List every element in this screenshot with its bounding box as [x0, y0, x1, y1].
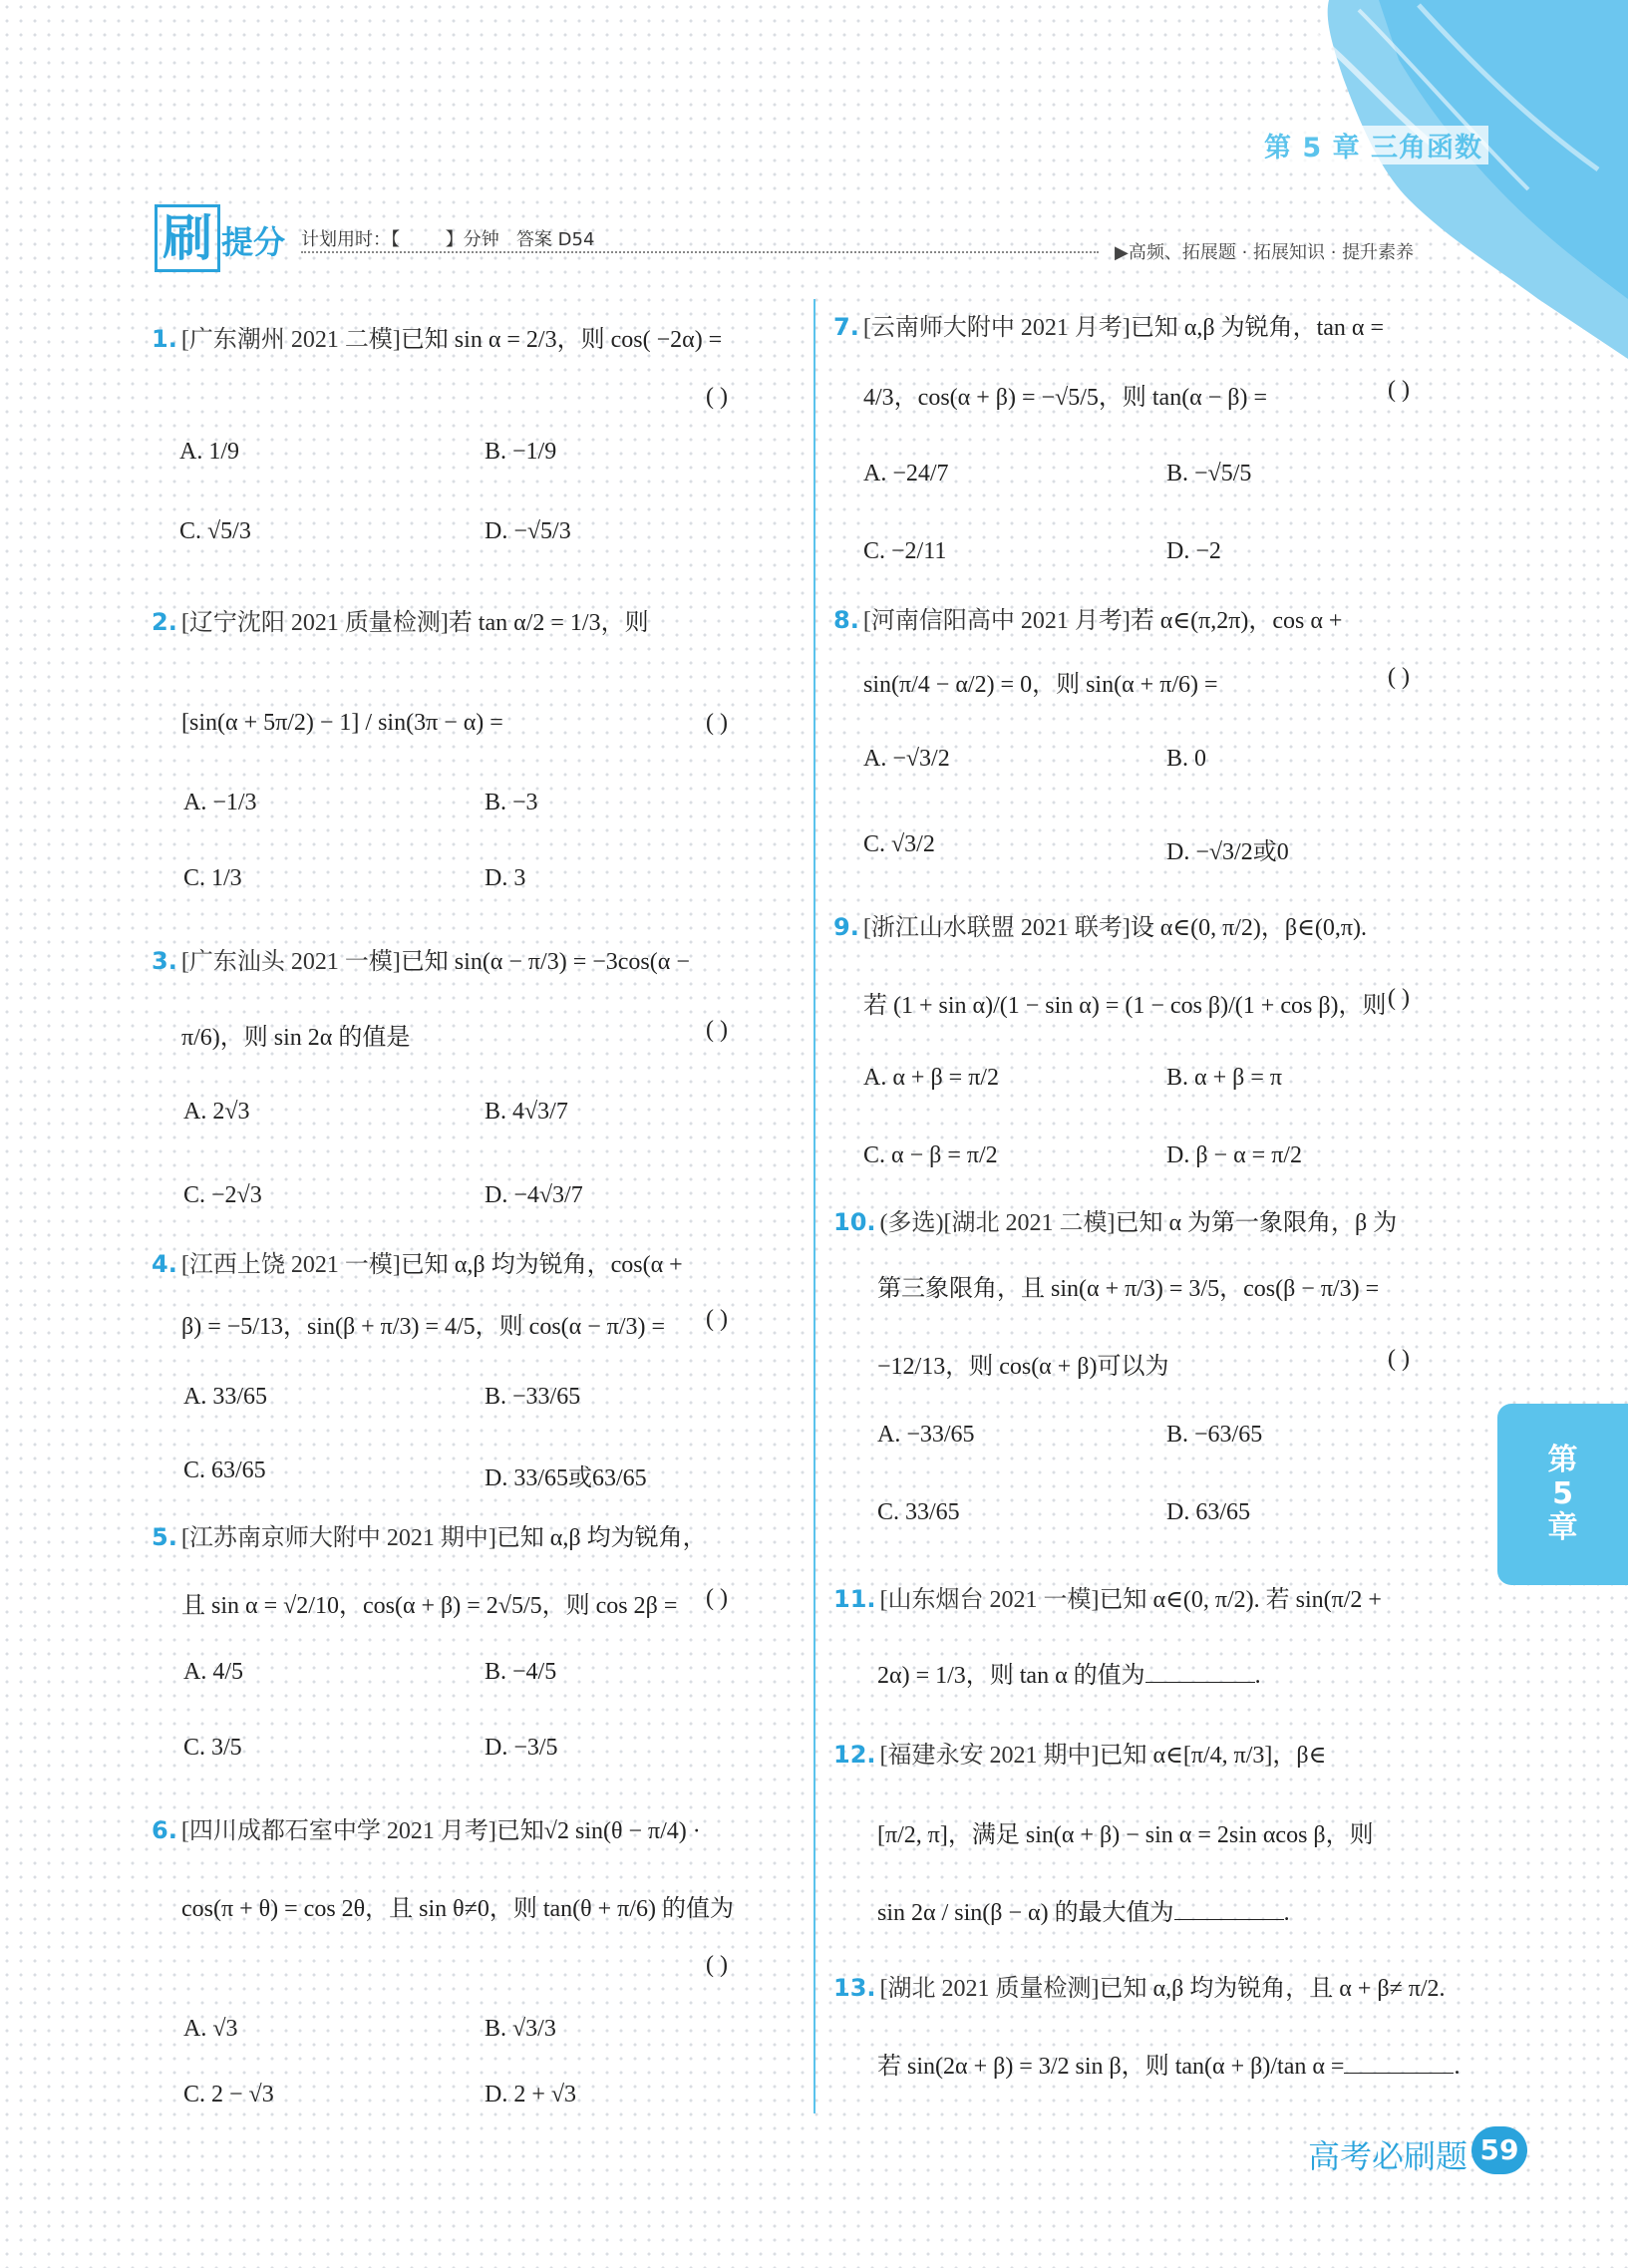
question-number: 2. [152, 608, 177, 636]
question-number: 5. [152, 1523, 177, 1551]
q2-option-c[interactable]: C. 1/3 [183, 865, 242, 891]
plan-time-label: 计划用时：【 】分钟 答案 D54 [301, 229, 595, 250]
q2-option-b[interactable]: B. −3 [485, 790, 538, 815]
question-10-stem [833, 1202, 1397, 1237]
question-11-continuation [877, 1655, 1261, 1690]
answer-paren: ( ) [706, 1952, 728, 1978]
question-text: 已知 α,β 均为锐角，cos(α + [400, 1252, 683, 1278]
question-13-stem [833, 1968, 1446, 2003]
question-source: [江苏南京师大附中 2021 期中] [180, 1525, 496, 1551]
question-7-continuation: 4/3，cos(α + β) = −√5/5，则 tan(α − β) = [863, 385, 1268, 411]
q6-option-a[interactable]: A. √3 [183, 2016, 238, 2042]
question-source: [湖北 2021 质量检测] [879, 1976, 1100, 2002]
answer-blank[interactable] [1344, 2051, 1454, 2074]
question-2-stem [152, 602, 649, 637]
side-tab-line: 5 [1552, 1476, 1573, 1511]
question-text: 已知 sin(α − π/3) = −3cos(α − [400, 949, 690, 975]
question-text: 已知 α 为第一象限角，β 为 [1115, 1210, 1398, 1236]
q10-option-b[interactable]: B. −63/65 [1166, 1422, 1263, 1448]
q1-option-c[interactable]: C. √5/3 [179, 518, 251, 544]
answer-paren: ( ) [1388, 664, 1410, 690]
question-number: 6. [152, 1816, 177, 1844]
header-brush-decoration [1269, 0, 1628, 359]
question-text: 已知√2 sin(θ − π/4) · [495, 1818, 701, 1844]
q7-option-c[interactable]: C. −2/11 [863, 538, 947, 564]
answer-paren: ( ) [1388, 985, 1410, 1011]
q3-option-b[interactable]: B. 4√3/7 [485, 1099, 568, 1125]
q6-option-b[interactable]: B. √3/3 [485, 2016, 556, 2042]
question-number: 1. [152, 325, 177, 353]
question-text: 已知 sin α = 2/3，则 cos( −2α) = [400, 327, 723, 353]
question-10-continuation-1: 第三象限角，且 sin(α + π/3) = 3/5，cos(β − π/3) = [877, 1276, 1380, 1302]
question-number: 13. [833, 1974, 876, 2002]
question-number: 3. [152, 947, 177, 975]
question-source: [广东汕头 2021 一模] [180, 949, 401, 975]
question-number: 9. [833, 913, 859, 941]
q6-option-c[interactable]: C. 2 − √3 [183, 2082, 274, 2107]
column-divider [814, 299, 815, 2113]
question-number: 10. [833, 1208, 876, 1236]
q3-option-d[interactable]: D. −4√3/7 [485, 1182, 583, 1208]
question-text-tail: . [1283, 1900, 1290, 1926]
question-1-stem [152, 319, 722, 354]
question-12-continuation-1: [π/2, π]，满足 sin(α + β) − sin α = 2sin αcos β，则 [877, 1822, 1374, 1848]
q10-option-a[interactable]: A. −33/65 [877, 1422, 975, 1448]
question-8-stem [833, 600, 1342, 635]
q9-option-d[interactable]: D. β − α = π/2 [1166, 1142, 1302, 1168]
q4-option-a[interactable]: A. 33/65 [183, 1384, 267, 1410]
question-source: [福建永安 2021 期中] [879, 1743, 1100, 1769]
question-text: 已知 α,β 均为锐角，且 α + β≠ π/2. [1099, 1976, 1446, 2002]
question-text: 若 sin(2α + β) = 3/2 sin β，则 tan(α + β)/tan α = [877, 2054, 1345, 2080]
question-3-stem [152, 941, 690, 976]
question-9-continuation: 若 (1 + sin α)/(1 − sin α) = (1 − cos β)/(1 + cos β)，则 [863, 993, 1387, 1019]
question-text: sin 2α / sin(β − α) 的最大值为 [877, 1900, 1174, 1926]
question-3-continuation: π/6)，则 sin 2α 的值是 [181, 1025, 411, 1051]
question-12-continuation-2 [877, 1892, 1290, 1927]
q4-option-b[interactable]: B. −33/65 [485, 1384, 581, 1410]
question-text: 已知 α,β 为锐角，tan α = [1130, 315, 1385, 341]
q1-option-d[interactable]: D. −√5/3 [485, 518, 571, 544]
answer-paren: ( ) [706, 1585, 728, 1611]
answer-paren: ( ) [706, 384, 728, 410]
q10-option-d[interactable]: D. 63/65 [1166, 1499, 1250, 1525]
q8-option-c[interactable]: C. √3/2 [863, 831, 935, 857]
question-7-stem [833, 307, 1384, 342]
question-number: 4. [152, 1250, 177, 1278]
q7-option-a[interactable]: A. −24/7 [863, 461, 949, 486]
question-6-continuation: cos(π + θ) = cos 2θ，且 sin θ≠0，则 tan(θ + π/6) 的值为 [181, 1896, 734, 1922]
question-5-stem [152, 1517, 707, 1552]
q8-option-b[interactable]: B. 0 [1166, 746, 1207, 772]
side-tab-line: 章 [1547, 1510, 1578, 1545]
question-number: 11. [833, 1585, 876, 1613]
question-13-continuation [877, 2046, 1460, 2081]
q4-option-c[interactable]: C. 63/65 [183, 1458, 266, 1483]
q9-option-b[interactable]: B. α + β = π [1166, 1065, 1282, 1091]
q6-option-d[interactable]: D. 2 + √3 [485, 2082, 577, 2107]
brand-logo-subtitle: 提分 [221, 223, 286, 261]
q9-option-c[interactable]: C. α − β = π/2 [863, 1142, 998, 1168]
question-4-stem [152, 1244, 683, 1279]
question-11-stem [833, 1579, 1382, 1614]
q7-option-b[interactable]: B. −√5/5 [1166, 461, 1252, 486]
q3-option-a[interactable]: A. 2√3 [183, 1099, 250, 1125]
question-12-stem [833, 1735, 1326, 1770]
header-dotted-divider [301, 251, 1099, 253]
q5-option-a[interactable]: A. 4/5 [183, 1659, 243, 1685]
section-tags: ▶高频、拓展题 · 拓展知识 · 提升素养 [1115, 242, 1415, 263]
answer-blank[interactable] [1174, 1897, 1284, 1920]
question-10-continuation-2: −12/13，则 cos(α + β)可以为 [877, 1354, 1169, 1380]
side-tab-line: 第 [1547, 1443, 1578, 1477]
question-source: [山东烟台 2021 一模] [879, 1587, 1100, 1613]
answer-blank[interactable] [1145, 1660, 1255, 1683]
question-9-stem [833, 907, 1367, 942]
q8-option-d[interactable]: D. −√3/2或0 [1166, 839, 1289, 865]
q5-option-b[interactable]: B. −4/5 [485, 1659, 557, 1685]
question-text: 2α) = 1/3，则 tan α 的值为 [877, 1663, 1145, 1689]
question-text: 已知 α∈[π/4, π/3]，β∈ [1099, 1743, 1327, 1769]
q1-option-b[interactable]: B. −1/9 [485, 439, 557, 465]
q10-option-c[interactable]: C. 33/65 [877, 1499, 960, 1525]
q2-option-d[interactable]: D. 3 [485, 865, 526, 891]
question-text: 已知 α,β 均为锐角， [495, 1525, 707, 1551]
q3-option-c[interactable]: C. −2√3 [183, 1182, 262, 1208]
question-5-continuation: 且 sin α = √2/10，cos(α + β) = 2√5/5，则 cos 2β = [181, 1593, 678, 1619]
answer-paren: ( ) [706, 1017, 728, 1043]
question-text-tail: . [1254, 1663, 1261, 1689]
q7-option-d[interactable]: D. −2 [1166, 538, 1221, 564]
question-text: 已知 α∈(0, π/2). 若 sin(π/2 + [1099, 1587, 1382, 1613]
chapter-side-tab [1497, 1404, 1628, 1585]
chapter-title: 第 5 章 三角函数 [1258, 126, 1488, 164]
question-text: 若 α∈(π,2π)，cos α + [1130, 608, 1343, 634]
question-source: [河南信阳高中 2021 月考] [862, 608, 1131, 634]
footer-book-title: 高考必刷题 [1308, 2137, 1468, 2175]
q4-option-d[interactable]: D. 33/65或63/65 [485, 1465, 647, 1491]
question-2-expression: [sin(α + 5π/2) − 1] / sin(3π − α) = [181, 710, 503, 736]
q5-option-c[interactable]: C. 3/5 [183, 1735, 242, 1761]
question-number: 8. [833, 606, 859, 634]
answer-paren: ( ) [1388, 1346, 1410, 1372]
question-text: 若 tan α/2 = 1/3，则 [448, 610, 649, 636]
answer-paren: ( ) [706, 710, 728, 736]
question-source: [四川成都石室中学 2021 月考] [180, 1818, 496, 1844]
q8-option-a[interactable]: A. −√3/2 [863, 746, 950, 772]
answer-paren: ( ) [1388, 377, 1410, 403]
question-source: [辽宁沈阳 2021 质量检测] [180, 610, 449, 636]
q9-option-a[interactable]: A. α + β = π/2 [863, 1065, 999, 1091]
question-source: (多选)[湖北 2021 二模] [879, 1210, 1116, 1236]
question-source: [广东潮州 2021 二模] [180, 327, 401, 353]
q1-option-a[interactable]: A. 1/9 [179, 439, 239, 465]
q5-option-d[interactable]: D. −3/5 [485, 1735, 558, 1761]
question-source: [江西上饶 2021 一模] [180, 1252, 401, 1278]
question-number: 7. [833, 313, 859, 341]
q2-option-a[interactable]: A. −1/3 [183, 790, 257, 815]
question-number: 12. [833, 1741, 876, 1769]
question-8-continuation: sin(π/4 − α/2) = 0，则 sin(α + π/6) = [863, 672, 1218, 698]
question-source: [云南师大附中 2021 月考] [862, 315, 1131, 341]
answer-paren: ( ) [706, 1306, 728, 1332]
brand-logo-icon: 刷 [155, 204, 220, 272]
question-4-continuation: β) = −5/13，sin(β + π/3) = 4/5，则 cos(α − π/3) = [181, 1314, 666, 1340]
question-6-stem [152, 1810, 701, 1845]
page-number-badge: 59 [1471, 2126, 1527, 2174]
question-source: [浙江山水联盟 2021 联考] [862, 915, 1131, 941]
question-text-tail: . [1454, 2054, 1461, 2080]
question-text: 设 α∈(0, π/2)，β∈(0,π). [1130, 915, 1367, 941]
